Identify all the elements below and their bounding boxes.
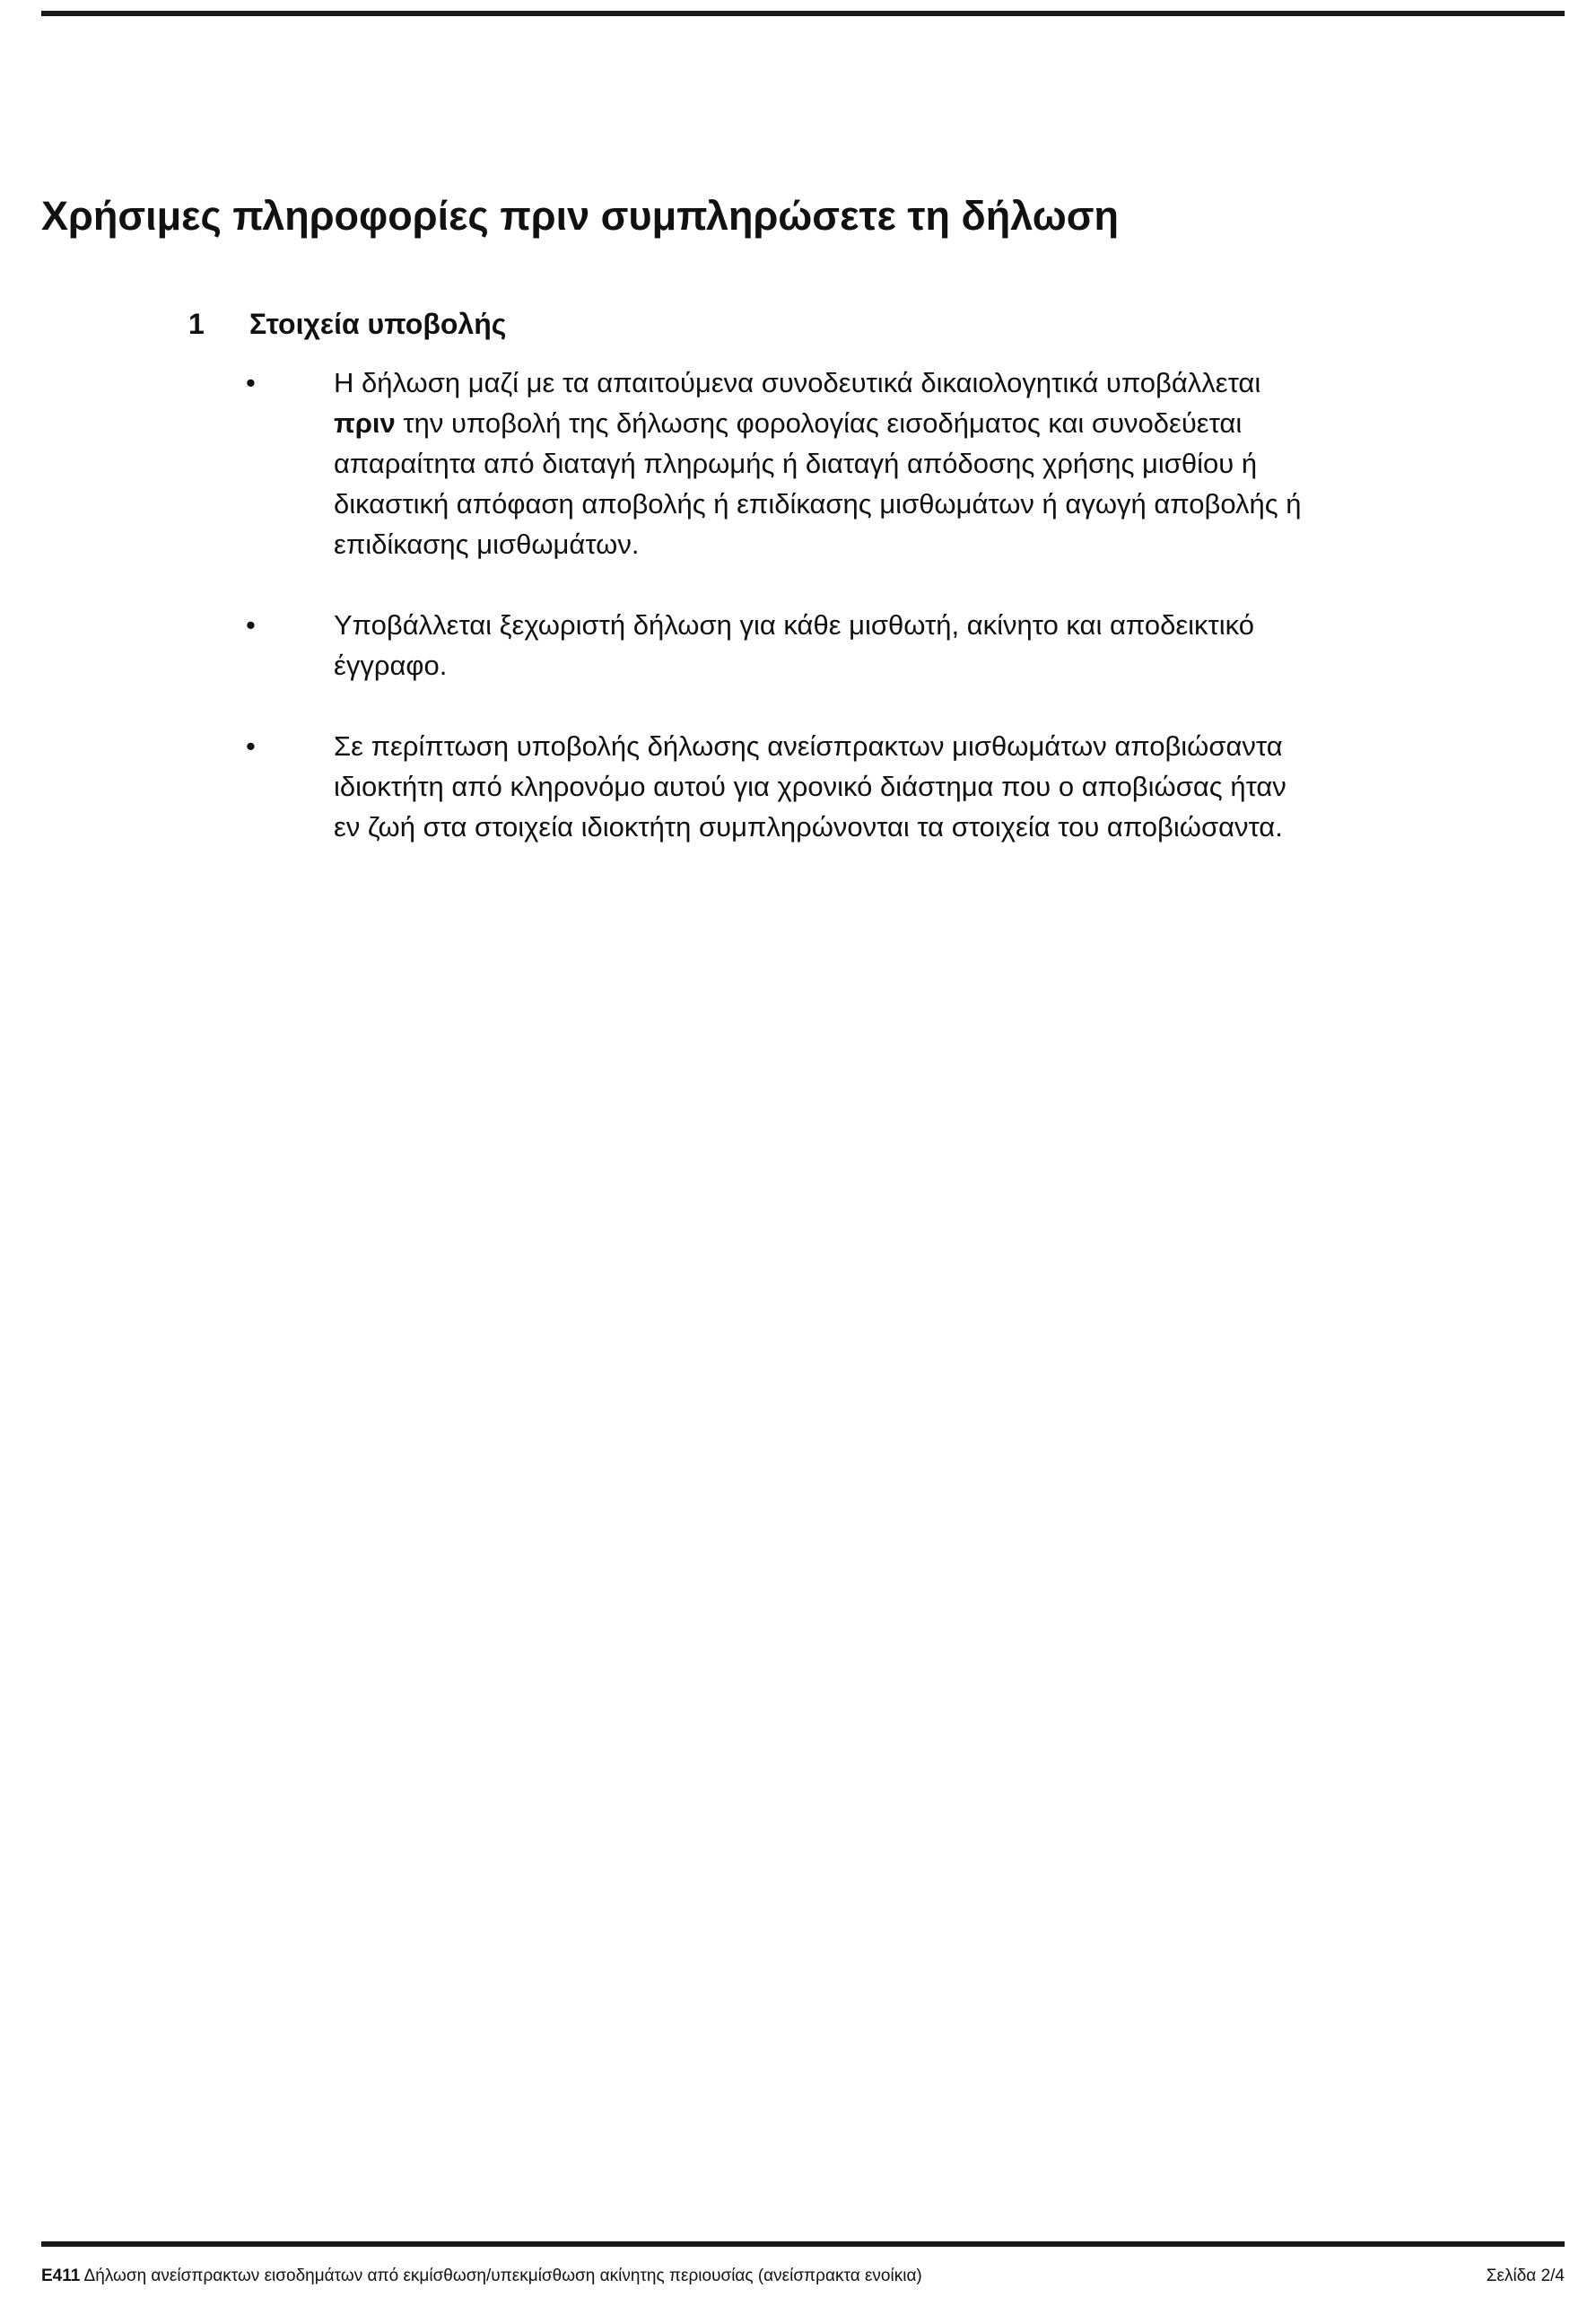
section-number: 1	[188, 308, 205, 340]
section-title: Στοιχεία υποβολής	[249, 308, 507, 340]
section-heading	[188, 301, 1355, 346]
bullet-icon: •	[246, 609, 256, 641]
page-title: Χρήσιμες πληροφορίες πριν συμπληρώσετε τη δήλωση	[41, 193, 1120, 239]
list-item	[188, 726, 1355, 847]
list-item	[188, 605, 1355, 686]
footer-form-code: Ε411	[41, 2266, 81, 2285]
bullet-list	[188, 362, 1355, 847]
list-item-text-part: την υποβολή της δήλωσης φορολογίας εισοδήματος και συνοδεύεται απαραίτητα από διαταγή πληρωμής ή διαταγή απόδοσης χρήσης μισθίου ή δικαστική απόφαση αποβολής ή επιδίκασης μισθωμάτων ή αγωγή αποβολής ή επιδίκασης μισθωμάτων.	[334, 407, 1302, 560]
top-divider	[41, 11, 1565, 16]
footer-divider	[41, 2241, 1565, 2247]
page-number: Σελίδα 2/4	[1486, 2266, 1565, 2285]
bullet-icon: •	[246, 730, 256, 762]
footer-form-description: Δήλωση ανείσπρακτων εισοδημάτων από εκμίσθωση/υπεκμίσθωση ακίνητης περιουσίας (ανείσπρακτα ενοίκια)	[80, 2266, 922, 2285]
footer-form-info	[41, 2263, 922, 2290]
emphasis-text: πριν	[334, 407, 396, 439]
list-item	[188, 362, 1355, 564]
list-item-text-part: Η δήλωση μαζί με τα απαιτούμενα συνοδευτικά δικαιολογητικά υποβάλλεται	[334, 367, 1261, 398]
list-item-text: Υποβάλλεται ξεχωριστή δήλωση για κάθε μισθωτή, ακίνητο και αποδεικτικό έγγραφο.	[334, 609, 1255, 681]
list-item-text	[334, 362, 1303, 564]
list-item-text: Σε περίπτωση υποβολής δήλωσης ανείσπρακτων μισθωμάτων αποβιώσαντα ιδιοκτήτη από κληρονόμο αυτού για χρονικό διάστημα που ο αποβιώσας ήταν εν ζωή στα στοιχεία ιδιοκτήτη συμπληρώνονται τα στοιχεία του αποβιώσαντα.	[334, 730, 1286, 843]
submission-details-section	[188, 301, 1355, 887]
page-footer	[41, 2263, 1565, 2290]
bullet-icon: •	[246, 367, 256, 398]
